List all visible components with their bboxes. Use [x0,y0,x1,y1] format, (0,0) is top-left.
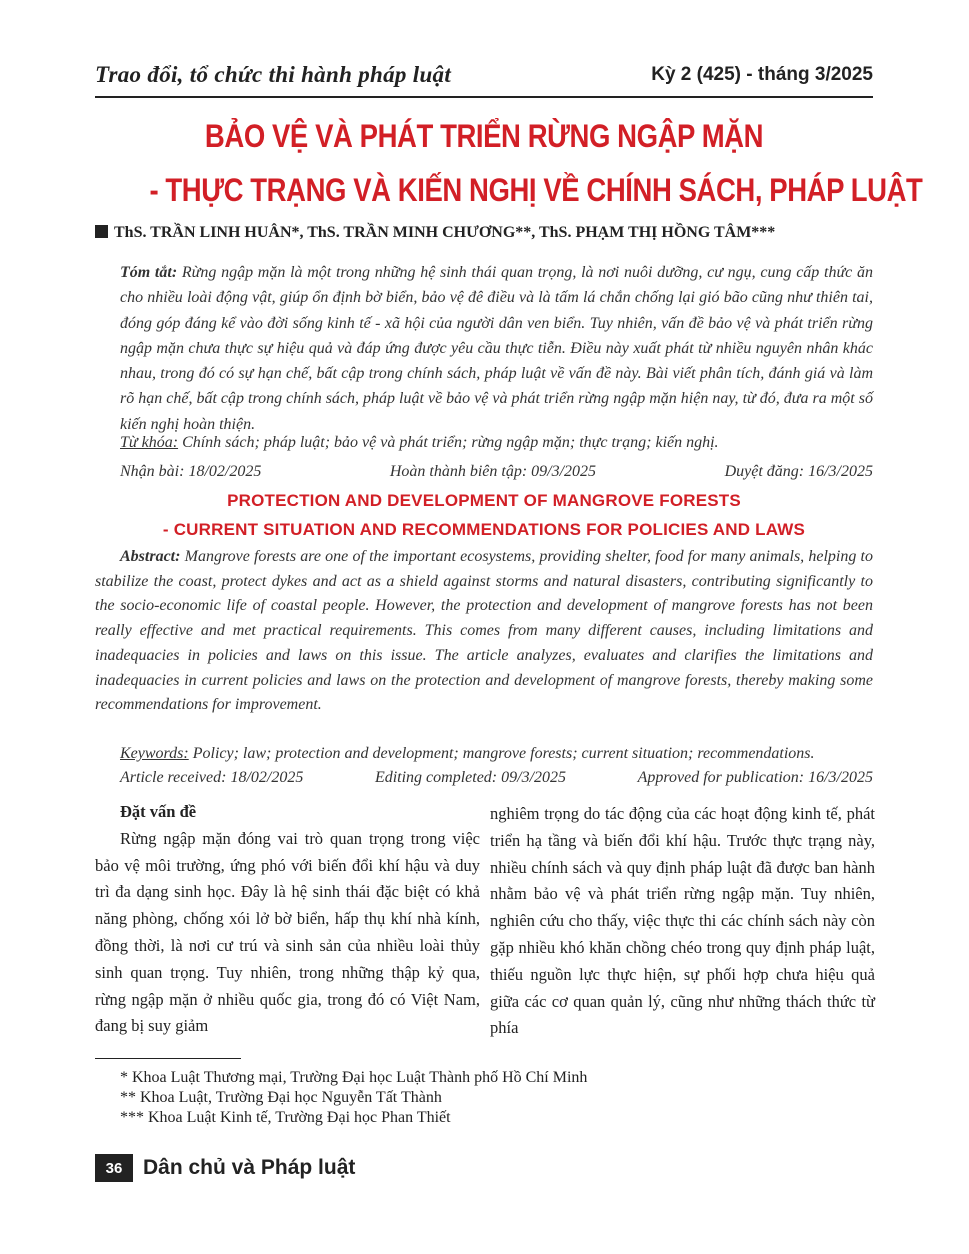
article-title-line-1: BẢO VỆ VÀ PHÁT TRIỂN RỪNG NGẬP MẶN [204,118,764,154]
body-paragraph-right: nghiêm trọng do tác động của các hoạt động kinh tế, phát triển hạ tầng và biến đổi khí hậu. Trước thực trạng này, nhiều chính sách và quy định pháp luật đã được ban hành nhằm bảo vệ và phát triển rừng ngập mặn. Tuy nhiên, nghiên cứu cho thấy, việc thực thi các chính sách này còn gặp nhiều khó khăn chồng chéo trong quy định pháp luật, thiếu nguồn lực thực hiện, sự phối hợp chưa hiệu quả giữa các cơ quan quản lý, cũng như những thách thức từ phía [490,804,875,1038]
keywords-label-vi: Từ khóa: [120,434,179,451]
footnote-3: *** Khoa Luật Kinh tế, Trường Đại học Phan Thiết [120,1109,451,1126]
abstract-label-en: Abstract: [120,548,181,565]
body-column-right [490,801,875,1042]
approved-date-en: Approved for publication: 16/3/2025 [637,769,873,786]
article-title-line-2: - THỰC TRẠNG VÀ KIẾN NGHỊ VỀ CHÍNH SÁCH, PHÁP LUẬT [149,172,923,208]
edited-date-en: Editing completed: 09/3/2025 [374,769,567,786]
author-list: ThS. TRẦN LINH HUÂN*, ThS. TRẦN MINH CHƯƠNG**, ThS. PHẠM THỊ HỒNG TÂM*** [114,224,776,241]
page-footer [95,1153,355,1183]
received-date-vi: Nhận bài: 18/02/2025 [120,463,262,480]
section-heading: Đặt vấn đề [120,802,197,821]
keywords-en [120,745,873,763]
issue-number: Kỳ 2 (425) - tháng 3/2025 [651,64,873,85]
keywords-text-en: Policy; law; protection and development; mangrove forests; current situation; recommendations. [188,745,815,762]
body-paragraph-left: Rừng ngập mặn đóng vai trò quan trọng trong việc bảo vệ môi trường, ứng phó với biến đổi khí hậu và duy trì đa dạng sinh học. Đây là hệ sinh thái đặc biệt có khả năng phòng, chống xói lở bờ biển, hấp thụ khí nhà kính, đồng thời, là nơi cư trú và sinh sản của nhiều loài thủy sinh quan trọng. Tuy nhiên, trong những thập kỷ qua, rừng ngập mặn ở nhiều quốc gia, trong đó có Việt Nam, đang bị suy giảm [95,828,480,1036]
header-rule [95,96,873,98]
approved-date-vi: Duyệt đăng: 16/3/2025 [724,463,873,480]
abstract-label-vi: Tóm tắt: [120,264,178,281]
footnote-2: ** Khoa Luật, Trường Đại học Nguyễn Tất Thành [120,1089,442,1106]
authors [95,224,873,242]
section-name: Trao đổi, tổ chức thi hành pháp luật [95,62,452,87]
keywords-label-en: Keywords: [120,745,189,762]
english-abstract [95,545,873,718]
dates-en [120,769,873,787]
magazine-name: Dân chủ và Pháp luật [143,1156,356,1179]
dates-vi [120,463,873,481]
keywords-text-vi: Chính sách; pháp luật; bảo vệ và phát triển; rừng ngập mặn; thực trạng; kiến nghị. [178,434,719,451]
english-title-line-2: - CURRENT SITUATION AND RECOMMENDATIONS FOR POLICIES AND LAWS [162,520,806,539]
received-date-en: Article received: 18/02/2025 [120,769,304,786]
bullet-square-icon [95,225,108,238]
keywords-vi [120,434,873,452]
body-column-left [95,799,480,1040]
running-header [95,62,873,94]
footnote-rule [95,1058,241,1059]
abstract-text-en: Mangrove forests are one of the important ecosystems, providing shelter, food for many animals, helping to stabilize the coast, protect dykes and act as a shield against storms and natural disasters, contributing significantly to the socio-economic life of coastal people. However, the protection and development of mangrove forests has not been really effective and met practical requirements. This comes from many different causes, including limitations and inadequacies in policies and laws on this issue. The article analyzes, evaluates and clarifies the limitations and inadequacies in current policies and laws on the protection and development of mangrove forests, thereby making some recommendations for improvement. [95,548,873,714]
abstract-text-vi: Rừng ngập mặn là một trong những hệ sinh thái quan trọng, là nơi nuôi dưỡng, cư ngụ, cung cấp thức ăn cho nhiều loài động vật, giúp ổn định bờ biển, bảo vệ đê điều và là tấm lá chắn chống lại gió bão cũng như thiên tai, đóng góp đáng kể vào đời sống kinh tế - xã hội của người dân ven biển. Tuy nhiên, vấn đề bảo vệ và phát triển rừng ngập mặn chưa thực sự hiệu quả và đáp ứng được yêu cầu thực tiễn. Điều này xuất phát từ nhiều nguyên nhân khác nhau, trong đó có sự hạn chế, bất cập trong chính sách, pháp luật về vấn đề này. Bài viết phân tích, đánh giá và làm rõ hạn chế, bất cập trong chính sách, pháp luật về bảo vệ và phát triển rừng ngập mặn hiện nay, từ đó, đưa ra một số kiến nghị hoàn thiện. [120,264,873,433]
edited-date-vi: Hoàn thành biên tập: 09/3/2025 [389,463,597,480]
footnotes [120,1068,873,1128]
footnote-1: * Khoa Luật Thương mại, Trường Đại học Luật Thành phố Hồ Chí Minh [120,1069,588,1086]
page-number: 36 [95,1154,133,1182]
english-title-line-1: PROTECTION AND DEVELOPMENT OF MANGROVE FORESTS [227,491,741,510]
vietnamese-abstract [120,260,873,437]
